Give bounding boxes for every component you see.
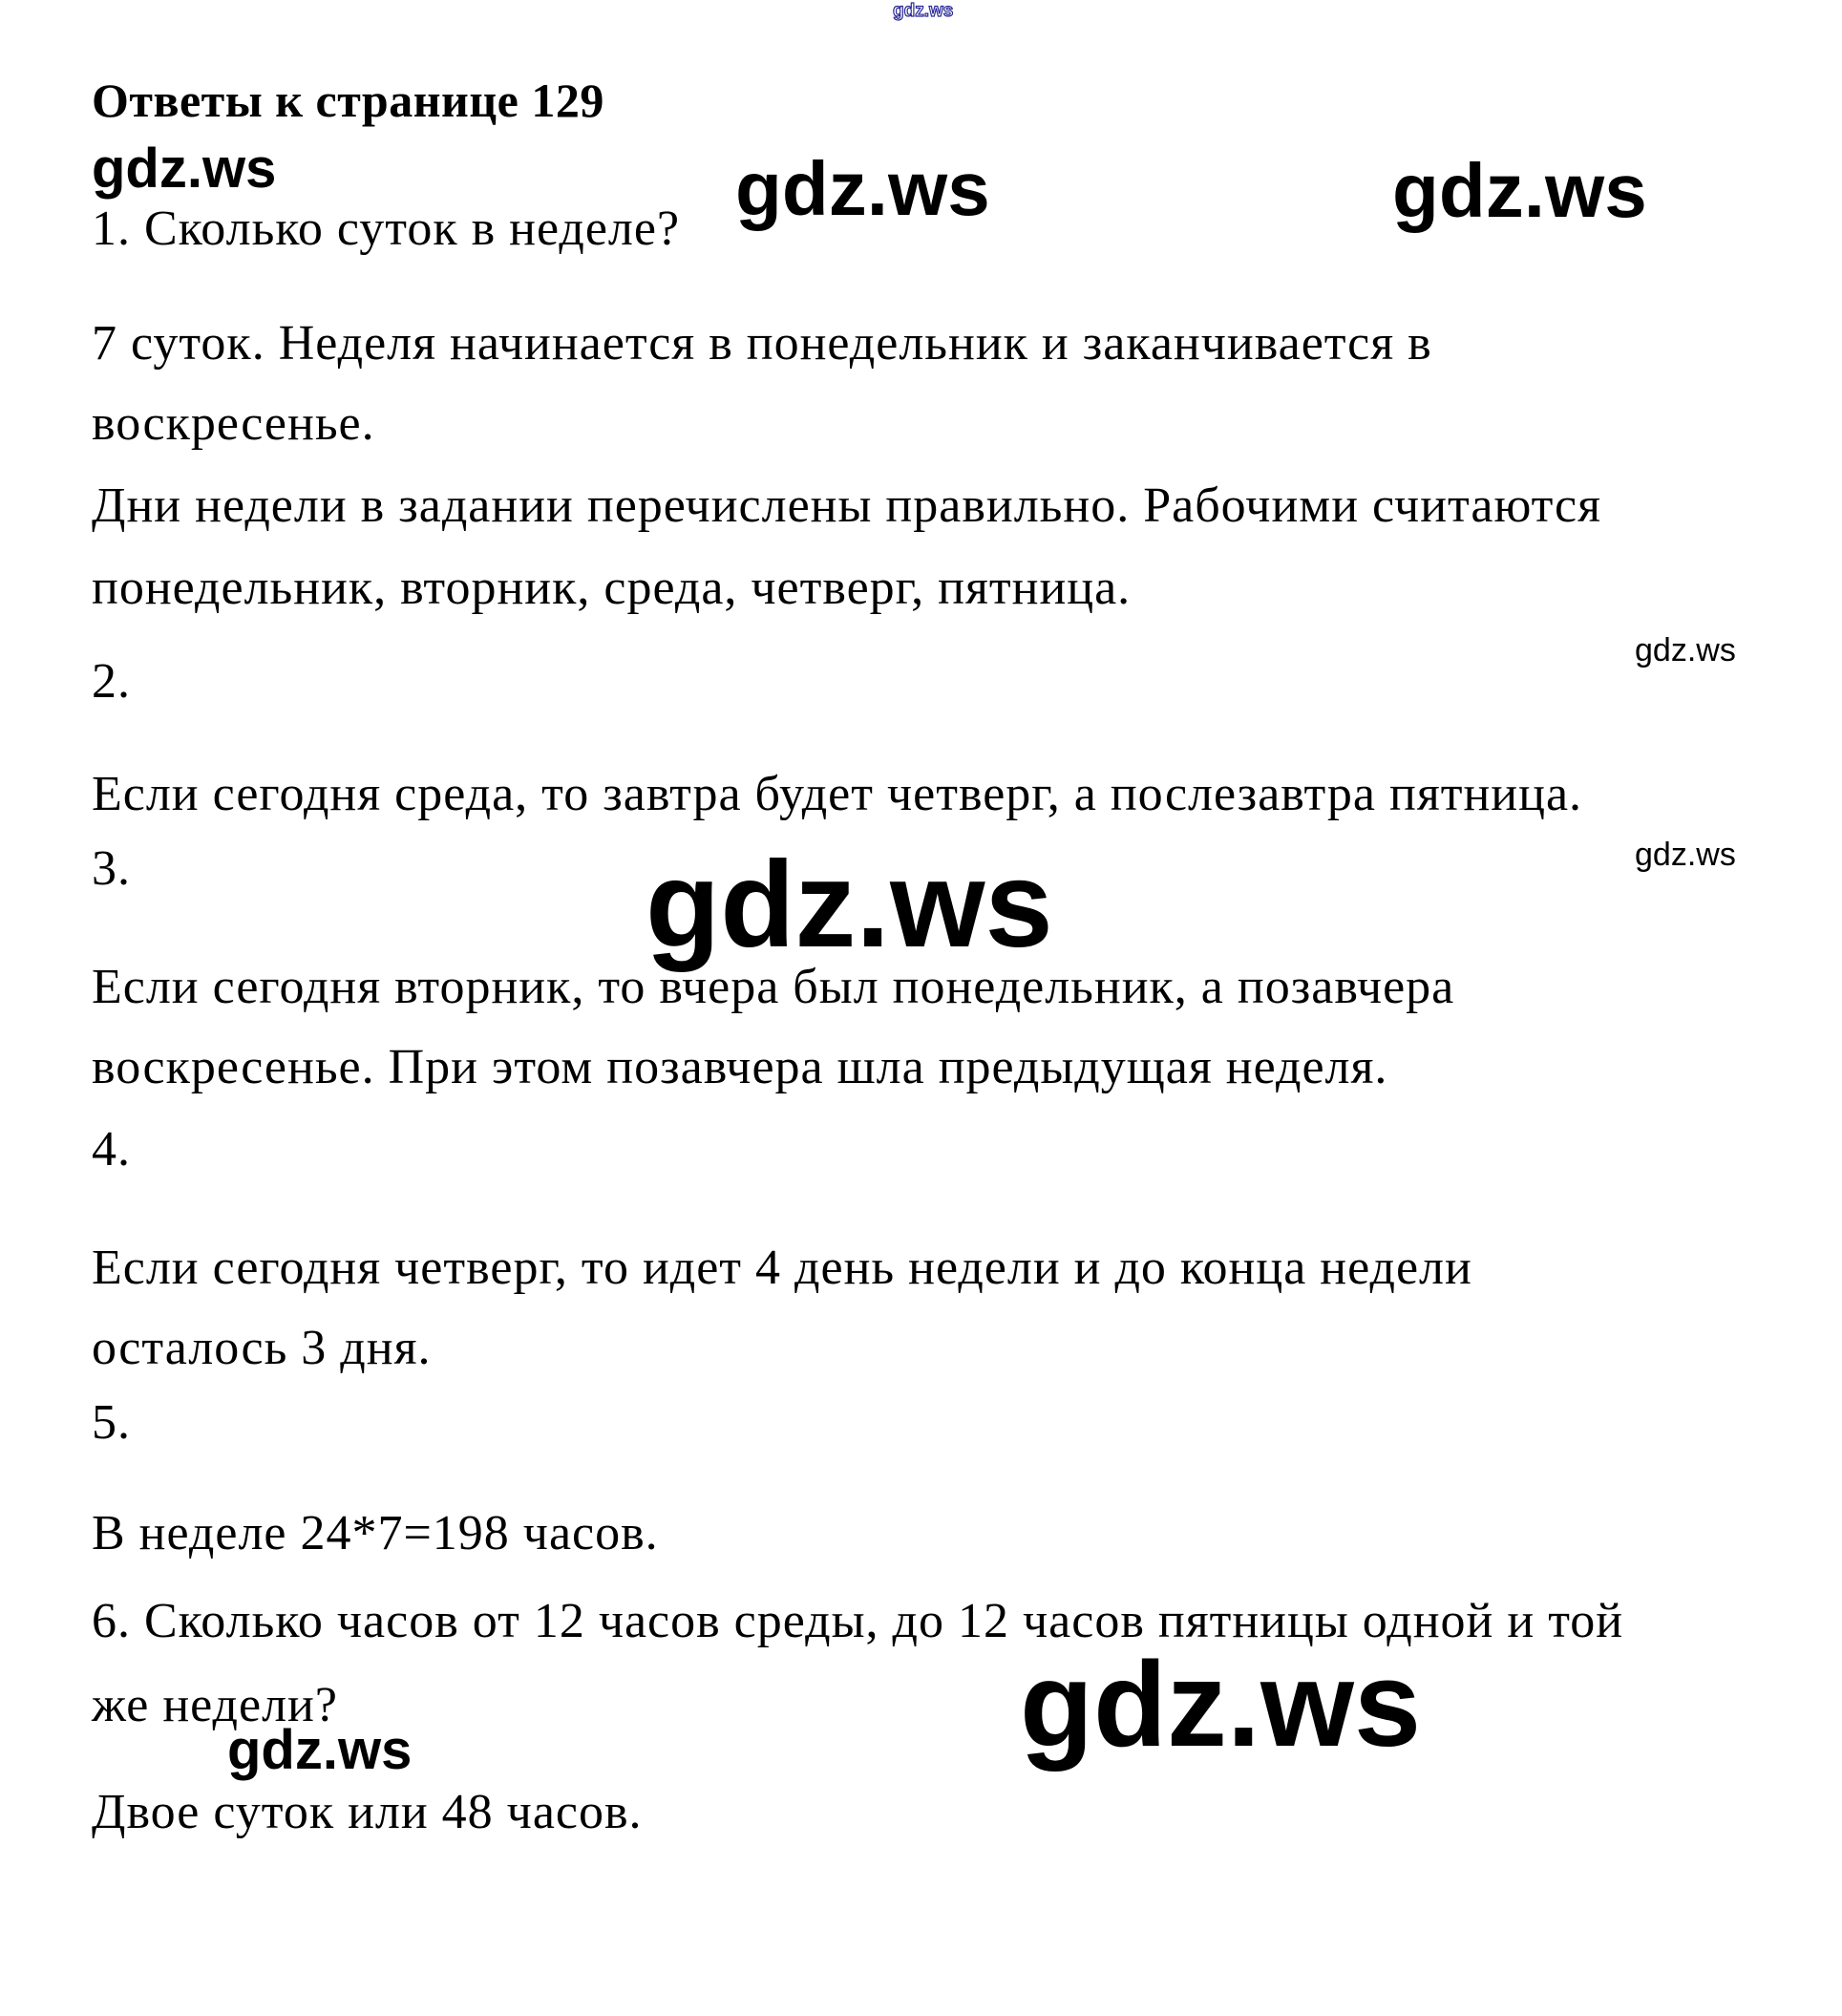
answer-5: В неделе 24*7=198 часов. [92, 1506, 659, 1560]
answer-4-line-2: осталось 3 дня. [92, 1321, 432, 1375]
answer-1-line-4: понедельник, вторник, среда, четверг, пятница. [92, 561, 1132, 615]
page-title: Ответы к странице 129 [92, 74, 604, 127]
watermark-center-large: gdz.ws [646, 837, 1053, 973]
item-5-number: 5. [92, 1395, 131, 1450]
watermark-right-1: gdz.ws [1635, 632, 1736, 668]
watermark-top-left: gdz.ws [92, 138, 277, 200]
item-2-number: 2. [92, 654, 131, 709]
answer-6: Двое суток или 48 часов. [92, 1785, 643, 1839]
watermark-right-2: gdz.ws [1635, 837, 1736, 873]
watermark-bottom-large: gdz.ws [1020, 1637, 1422, 1772]
watermark-tiny-top: gdz.ws [893, 1, 954, 21]
answer-1-line-2: воскресенье. [92, 396, 375, 451]
answer-4-line-1: Если сегодня четверг, то идет 4 день недели и до конца недели [92, 1241, 1472, 1295]
answer-1-line-1: 7 суток. Неделя начинается в понедельник и заканчивается в [92, 316, 1432, 371]
answer-3-line-2: воскресенье. При этом позавчера шла предыдущая неделя. [92, 1040, 1388, 1094]
watermark-top-right: gdz.ws [1392, 148, 1647, 233]
question-6-line-2: же недели? [92, 1678, 338, 1732]
watermark-bottom-left: gdz.ws [227, 1719, 413, 1781]
question-1: 1. Сколько суток в неделе? [92, 202, 681, 256]
answer-2: Если сегодня среда, то завтра будет четверг, а послезавтра пятница. [92, 767, 1583, 821]
question-6-line-1: 6. Сколько часов от 12 часов среды, до 12 часов пятницы одной и той [92, 1594, 1624, 1648]
answer-1-line-3: Дни недели в задании перечислены правильно. Рабочими считаются [92, 478, 1601, 533]
item-4-number: 4. [92, 1122, 131, 1177]
item-3-number: 3. [92, 841, 131, 896]
watermark-top-center: gdz.ws [735, 146, 990, 231]
answer-3-line-1: Если сегодня вторник, то вчера был понедельник, а позавчера [92, 960, 1455, 1014]
